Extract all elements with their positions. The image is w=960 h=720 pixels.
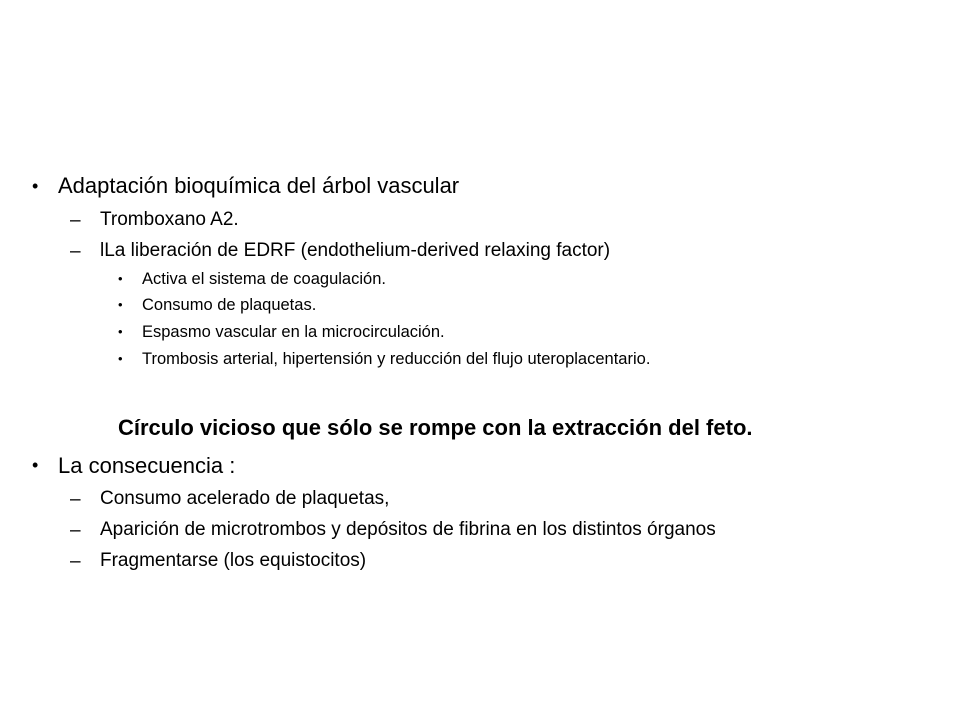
subitem-edrf: lLa liberación de EDRF (endothelium-derived relaxing factor) xyxy=(100,240,611,261)
subitem-fragmentarse: Fragmentarse (los equistocitos) xyxy=(100,550,367,571)
section-1-heading: Adaptación bioquímica del árbol vascular xyxy=(58,173,460,198)
bullet-icon: • xyxy=(118,271,123,286)
detail-plaquetas: Consumo de plaquetas. xyxy=(142,296,317,314)
subitem-tromboxano: Tromboxano A2. xyxy=(100,209,239,230)
bullet-icon: • xyxy=(32,455,39,475)
bullet-icon: • xyxy=(118,297,123,312)
dash-marker: – xyxy=(70,489,81,510)
detail-coagulacion: Activa el sistema de coagulación. xyxy=(142,270,386,288)
conclusion-text: Círculo vicioso que sólo se rompe con la extracción del feto. xyxy=(118,415,753,440)
bullet-icon: • xyxy=(118,351,123,366)
dash-marker: – xyxy=(70,551,81,572)
dash-marker: – xyxy=(70,241,81,262)
detail-trombosis: Trombosis arterial, hipertensión y reducción del flujo uteroplacentario. xyxy=(142,350,651,368)
bullet-icon: • xyxy=(118,324,123,339)
section-2-heading: La consecuencia : xyxy=(58,453,236,478)
dash-marker: – xyxy=(70,520,81,541)
subitem-consumo: Consumo acelerado de plaquetas, xyxy=(100,488,390,509)
subitem-microtrombos: Aparición de microtrombos y depósitos de fibrina en los distintos órganos xyxy=(100,519,716,540)
bullet-icon: • xyxy=(32,176,39,196)
detail-espasmo: Espasmo vascular en la microcirculación. xyxy=(142,323,445,341)
dash-marker: – xyxy=(70,210,81,231)
